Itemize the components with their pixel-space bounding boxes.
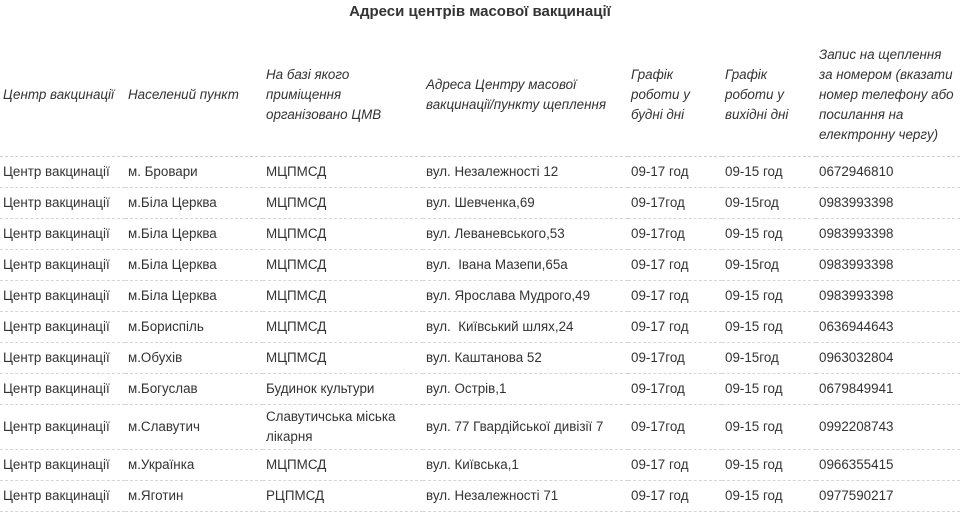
cell-phone: 0963032804 bbox=[816, 342, 960, 373]
cell-locality: м.Обухів bbox=[125, 342, 263, 373]
cell-weekday-schedule: 09-17 год bbox=[628, 280, 722, 311]
cell-weekend-schedule: 09-15 год bbox=[722, 449, 816, 480]
cell-phone: 0983993398 bbox=[816, 280, 960, 311]
cell-phone: 0992208743 bbox=[816, 404, 960, 449]
header-locality: Населений пункт bbox=[125, 36, 263, 156]
cell-premises: МЦПМСД bbox=[263, 187, 423, 218]
cell-center: Центр вакцинації bbox=[0, 449, 125, 480]
cell-address: вул. Острів,1 bbox=[423, 373, 628, 404]
cell-premises: МЦПМСД bbox=[263, 449, 423, 480]
table-row bbox=[0, 187, 960, 218]
header-premises: На базі якого приміщення організовано ЦМВ bbox=[263, 36, 423, 156]
cell-weekday-schedule: 09-17год bbox=[628, 342, 722, 373]
cell-center: Центр вакцинації bbox=[0, 311, 125, 342]
cell-phone: 0977590217 bbox=[816, 480, 960, 511]
cell-weekday-schedule: 09-17 год bbox=[628, 311, 722, 342]
cell-weekday-schedule: 09-17год bbox=[628, 404, 722, 449]
cell-locality: м.Біла Церква bbox=[125, 249, 263, 280]
cell-premises: МЦПМСД bbox=[263, 249, 423, 280]
cell-address: вул. Київський шлях,24 bbox=[423, 311, 628, 342]
cell-weekday-schedule: 09-17 год bbox=[628, 156, 722, 187]
cell-center: Центр вакцинації bbox=[0, 373, 125, 404]
cell-weekend-schedule: 09-15 год bbox=[722, 218, 816, 249]
header-weekend-schedule: Графік роботи у вихідні дні bbox=[722, 36, 816, 156]
cell-locality: м.Українка bbox=[125, 449, 263, 480]
cell-address: вул. Івана Мазепи,65а bbox=[423, 249, 628, 280]
table-row bbox=[0, 480, 960, 511]
cell-locality: м.Яготин bbox=[125, 480, 263, 511]
cell-weekday-schedule: 09-17год bbox=[628, 218, 722, 249]
cell-locality: м.Бориспіль bbox=[125, 311, 263, 342]
table-row bbox=[0, 249, 960, 280]
cell-center: Центр вакцинації bbox=[0, 404, 125, 449]
table-row bbox=[0, 218, 960, 249]
cell-center: Центр вакцинації bbox=[0, 187, 125, 218]
cell-phone: 0966355415 bbox=[816, 449, 960, 480]
cell-center: Центр вакцинації bbox=[0, 342, 125, 373]
cell-weekday-schedule: 09-17 год bbox=[628, 480, 722, 511]
cell-phone: 0679849941 bbox=[816, 373, 960, 404]
cell-weekend-schedule: 09-15 год bbox=[722, 404, 816, 449]
header-weekday-schedule: Графік роботи у будні дні bbox=[628, 36, 722, 156]
cell-premises: МЦПМСД bbox=[263, 311, 423, 342]
table-row bbox=[0, 342, 960, 373]
table-row bbox=[0, 373, 960, 404]
cell-address: вул. Незалежності 12 bbox=[423, 156, 628, 187]
cell-center: Центр вакцинації bbox=[0, 218, 125, 249]
cell-premises: Славутичська міська лікарня bbox=[263, 404, 423, 449]
header-center: Центр вакцинації bbox=[0, 36, 125, 156]
header-address: Адреса Центру масової вакцинації/пункту щеплення bbox=[423, 36, 628, 156]
cell-address: вул. Незалежності 71 bbox=[423, 480, 628, 511]
cell-phone: 0983993398 bbox=[816, 187, 960, 218]
table-row bbox=[0, 449, 960, 480]
cell-address: вул. Шевченка,69 bbox=[423, 187, 628, 218]
cell-weekend-schedule: 09-15 год bbox=[722, 373, 816, 404]
cell-premises: Будинок культури bbox=[263, 373, 423, 404]
cell-center: Центр вакцинації bbox=[0, 156, 125, 187]
cell-address: вул. Каштанова 52 bbox=[423, 342, 628, 373]
cell-weekend-schedule: 09-15год bbox=[722, 249, 816, 280]
cell-weekday-schedule: 09-17год bbox=[628, 187, 722, 218]
vaccination-centers-table bbox=[0, 36, 960, 512]
cell-weekday-schedule: 09-17 год bbox=[628, 449, 722, 480]
cell-premises: МЦПМСД bbox=[263, 280, 423, 311]
cell-premises: МЦПМСД bbox=[263, 218, 423, 249]
cell-phone: 0636944643 bbox=[816, 311, 960, 342]
cell-locality: м.Біла Церква bbox=[125, 187, 263, 218]
cell-phone: 0983993398 bbox=[816, 218, 960, 249]
cell-weekday-schedule: 09-17 год bbox=[628, 249, 722, 280]
page-title: Адреси центрів масової вакцинації bbox=[349, 3, 611, 20]
table-row bbox=[0, 280, 960, 311]
cell-weekend-schedule: 09-15год bbox=[722, 187, 816, 218]
cell-weekend-schedule: 09-15 год bbox=[722, 480, 816, 511]
cell-phone: 0672946810 bbox=[816, 156, 960, 187]
table-row bbox=[0, 404, 960, 449]
cell-address: вул. Леваневського,53 bbox=[423, 218, 628, 249]
cell-locality: м.Біла Церква bbox=[125, 218, 263, 249]
cell-address: вул. 77 Гвардійської дивізії 7 bbox=[423, 404, 628, 449]
cell-locality: м.Славутич bbox=[125, 404, 263, 449]
cell-address: вул. Київська,1 bbox=[423, 449, 628, 480]
cell-locality: м.Біла Церква bbox=[125, 280, 263, 311]
cell-center: Центр вакцинації bbox=[0, 480, 125, 511]
cell-weekend-schedule: 09-15 год bbox=[722, 156, 816, 187]
cell-locality: м.Богуслав bbox=[125, 373, 263, 404]
cell-locality: м. Бровари bbox=[125, 156, 263, 187]
cell-weekend-schedule: 09-15 год bbox=[722, 280, 816, 311]
table-header-row bbox=[0, 36, 960, 156]
cell-center: Центр вакцинації bbox=[0, 280, 125, 311]
cell-phone: 0983993398 bbox=[816, 249, 960, 280]
cell-weekend-schedule: 09-15год bbox=[722, 342, 816, 373]
cell-premises: МЦПМСД bbox=[263, 342, 423, 373]
cell-center: Центр вакцинації bbox=[0, 249, 125, 280]
cell-premises: РЦПМСД bbox=[263, 480, 423, 511]
cell-weekend-schedule: 09-15 год bbox=[722, 311, 816, 342]
table-row bbox=[0, 156, 960, 187]
header-booking-phone: Запис на щеплення за номером (вказати номер телефону або посилання на електронну чергу) bbox=[816, 36, 960, 156]
cell-premises: МЦПМСД bbox=[263, 156, 423, 187]
cell-address: вул. Ярослава Мудрого,49 bbox=[423, 280, 628, 311]
table-row bbox=[0, 311, 960, 342]
cell-weekday-schedule: 09-17год bbox=[628, 373, 722, 404]
